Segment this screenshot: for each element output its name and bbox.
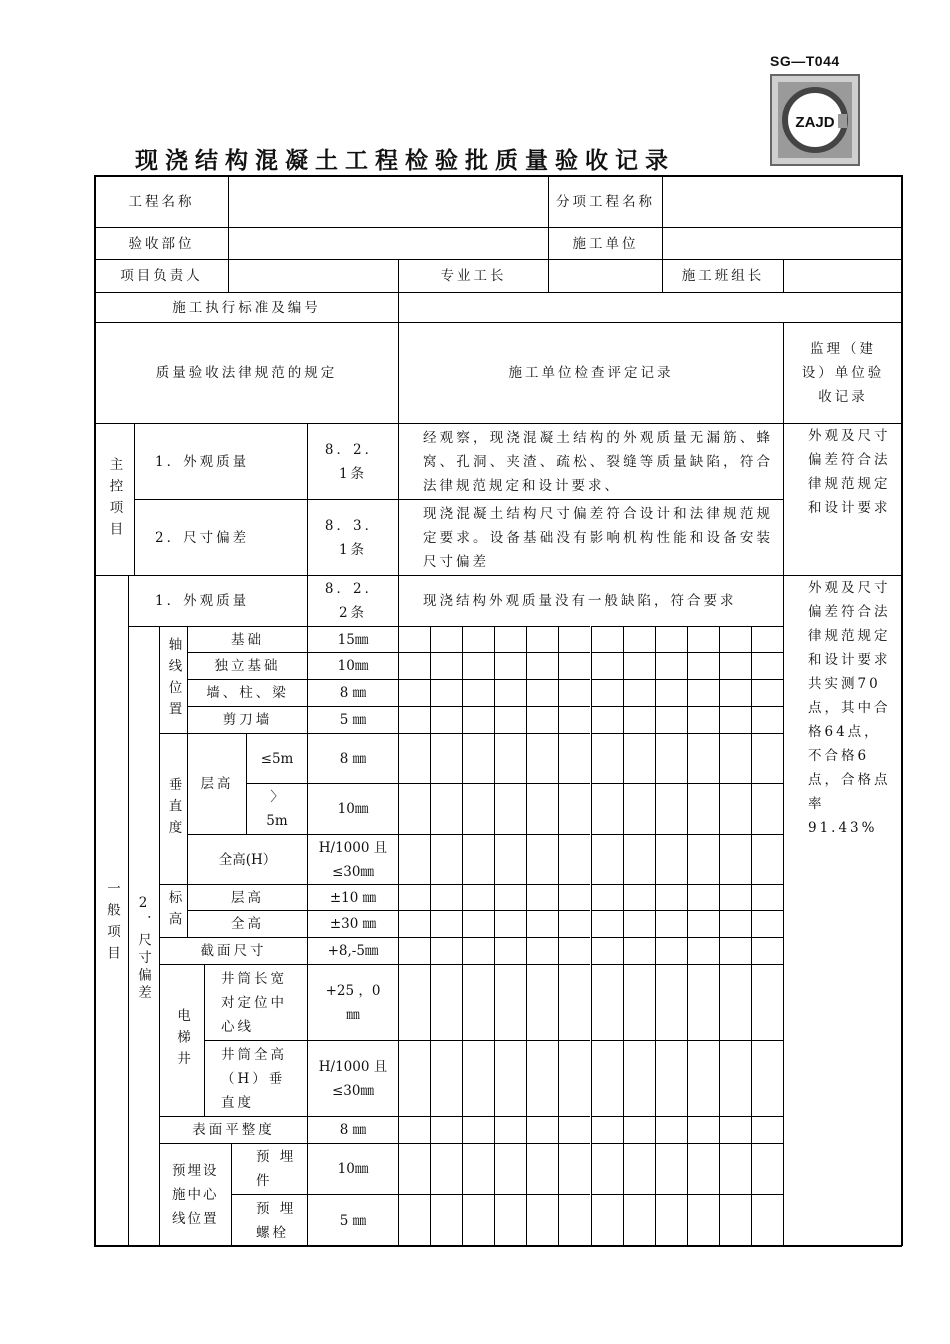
- project-name-label: 工程名称: [94, 175, 228, 227]
- measurement-cell[interactable]: [719, 884, 751, 910]
- measurement-cell[interactable]: [526, 834, 558, 884]
- vertical-row-2-name: 〉5m: [246, 783, 307, 834]
- measurement-cell[interactable]: [623, 964, 655, 1040]
- measurement-cell[interactable]: [623, 884, 655, 910]
- measurement-cell[interactable]: [430, 1194, 462, 1246]
- svg-text:ZAJD: ZAJD: [795, 114, 835, 131]
- measurement-cell[interactable]: [623, 783, 655, 834]
- elevator-row-1-name: 井筒长宽对定位中心线: [204, 964, 307, 1040]
- measurement-cell[interactable]: [655, 834, 687, 884]
- measurement-cell[interactable]: [462, 1116, 494, 1143]
- measurement-cell[interactable]: [655, 783, 687, 834]
- measurement-cell[interactable]: [494, 706, 526, 733]
- measurement-cell[interactable]: [398, 652, 430, 679]
- axis-row-4-name: 剪刀墙: [187, 706, 307, 733]
- measurement-cell[interactable]: [430, 652, 462, 679]
- inspection-part-field[interactable]: [228, 227, 548, 259]
- measurement-cell[interactable]: [558, 652, 590, 679]
- measurement-cell[interactable]: [751, 679, 783, 706]
- measurement-cell[interactable]: [526, 626, 558, 652]
- measurement-cell[interactable]: [687, 1116, 719, 1143]
- measurement-cell[interactable]: [751, 626, 783, 652]
- measurement-cell[interactable]: [719, 937, 751, 964]
- measurement-cell[interactable]: [558, 1116, 590, 1143]
- measurement-cell[interactable]: [623, 733, 655, 783]
- size-deviation-label: 2．尺寸偏差: [128, 626, 159, 1246]
- measurement-cell[interactable]: [398, 783, 430, 834]
- inspection-form: [94, 175, 902, 1246]
- team-leader-label: 施工班组长: [662, 259, 783, 292]
- measurement-cell[interactable]: [751, 834, 783, 884]
- measurement-cell[interactable]: [494, 937, 526, 964]
- measurement-cell[interactable]: [687, 733, 719, 783]
- measurement-cell[interactable]: [623, 1116, 655, 1143]
- measurement-cell[interactable]: [591, 1116, 623, 1143]
- measurement-cell[interactable]: [430, 910, 462, 937]
- measurement-cell[interactable]: [398, 1143, 430, 1194]
- embedded-row-1-name: 预 埋 件: [231, 1143, 307, 1194]
- main-supervisor-result: 外观及尺寸偏差符合法律规范规定和设计要求: [783, 423, 902, 575]
- measurement-cell[interactable]: [398, 626, 430, 652]
- measurement-cell[interactable]: [398, 706, 430, 733]
- foreman-field[interactable]: [548, 259, 662, 292]
- measurement-cell[interactable]: [687, 910, 719, 937]
- elevation-row-2-name: 全高: [187, 910, 307, 937]
- measurement-cell[interactable]: [462, 937, 494, 964]
- measurement-cell[interactable]: [623, 910, 655, 937]
- elevation-row-1-name: 层高: [187, 884, 307, 910]
- measurement-cell[interactable]: [751, 706, 783, 733]
- main-control-group: 主控项目: [94, 423, 134, 575]
- measurement-cell[interactable]: [655, 626, 687, 652]
- measurement-cell[interactable]: [751, 1143, 783, 1194]
- measurement-cell[interactable]: [719, 783, 751, 834]
- measurement-cell[interactable]: [591, 1143, 623, 1194]
- measurement-cell[interactable]: [526, 1194, 558, 1246]
- measurement-cell[interactable]: [719, 1116, 751, 1143]
- measurement-cell[interactable]: [494, 1143, 526, 1194]
- measurement-cell[interactable]: [462, 884, 494, 910]
- measurement-cell[interactable]: [751, 1194, 783, 1246]
- measurement-cell[interactable]: [719, 733, 751, 783]
- measurement-cell[interactable]: [494, 910, 526, 937]
- elevation-row-1-value: ±10 ㎜: [307, 884, 398, 910]
- measurement-cell[interactable]: [462, 679, 494, 706]
- measurement-cell[interactable]: [687, 679, 719, 706]
- measurement-cell[interactable]: [687, 626, 719, 652]
- standard-field[interactable]: [398, 292, 902, 322]
- measurement-cell[interactable]: [751, 1116, 783, 1143]
- measurement-cell[interactable]: [687, 1194, 719, 1246]
- team-leader-field[interactable]: [783, 259, 902, 292]
- section-size-name: 截面尺寸: [159, 937, 307, 964]
- measurement-cell[interactable]: [591, 733, 623, 783]
- measurement-cell[interactable]: [526, 884, 558, 910]
- measurement-cell[interactable]: [655, 910, 687, 937]
- measurement-cell[interactable]: [526, 937, 558, 964]
- measurement-cell[interactable]: [687, 834, 719, 884]
- measurement-cell[interactable]: [430, 964, 462, 1040]
- measurement-cell[interactable]: [430, 783, 462, 834]
- measurement-cell[interactable]: [430, 679, 462, 706]
- elevation-row-2-value: ±30 ㎜: [307, 910, 398, 937]
- measurement-cell[interactable]: [655, 1116, 687, 1143]
- measurement-cell[interactable]: [687, 884, 719, 910]
- measurement-cell[interactable]: [494, 884, 526, 910]
- measurement-cell[interactable]: [398, 834, 430, 884]
- measurement-cell[interactable]: [751, 1040, 783, 1116]
- measurement-cell[interactable]: [687, 937, 719, 964]
- measurement-cell[interactable]: [494, 652, 526, 679]
- measurement-cell[interactable]: [526, 910, 558, 937]
- measurement-cell[interactable]: [558, 834, 590, 884]
- measurement-cell[interactable]: [398, 1040, 430, 1116]
- measurement-cell[interactable]: [558, 1194, 590, 1246]
- measurement-cell[interactable]: [494, 1116, 526, 1143]
- measurement-cell[interactable]: [398, 937, 430, 964]
- measurement-cell[interactable]: [719, 1194, 751, 1246]
- general-item-1-clause: 8．2．2条: [307, 575, 398, 626]
- inspection-part-label: 验收部位: [94, 227, 228, 259]
- measurement-cell[interactable]: [623, 679, 655, 706]
- measurement-cell[interactable]: [591, 910, 623, 937]
- main-item-1-name: 1．外观质量: [134, 423, 307, 499]
- measurement-cell[interactable]: [494, 1194, 526, 1246]
- measurement-cell[interactable]: [558, 937, 590, 964]
- measurement-cell[interactable]: [687, 783, 719, 834]
- measurement-cell[interactable]: [751, 652, 783, 679]
- axis-row-3-name: 墙、柱、梁: [187, 679, 307, 706]
- measurement-cell[interactable]: [430, 626, 462, 652]
- measurement-cell[interactable]: [591, 652, 623, 679]
- measurement-cell[interactable]: [623, 1143, 655, 1194]
- measurement-cell[interactable]: [591, 884, 623, 910]
- measurement-cell[interactable]: [591, 937, 623, 964]
- vertical-row-1-value: 8 ㎜: [307, 733, 398, 783]
- measurement-cell[interactable]: [494, 834, 526, 884]
- measurement-cell[interactable]: [430, 884, 462, 910]
- embedded-label: 预埋设施中心线位置: [159, 1143, 231, 1246]
- elevator-row-2-name: 井筒全高（H）垂直度: [204, 1040, 307, 1116]
- flatness-name: 表面平整度: [159, 1116, 307, 1143]
- measurement-cell[interactable]: [398, 884, 430, 910]
- elevator-label: 电梯井: [159, 964, 204, 1116]
- measurement-cell[interactable]: [526, 1143, 558, 1194]
- measurement-cell[interactable]: [623, 1040, 655, 1116]
- measurement-cell[interactable]: [751, 964, 783, 1040]
- measurement-cell[interactable]: [591, 1194, 623, 1246]
- standard-label: 施工执行标准及编号: [94, 292, 398, 322]
- section-size-value: +8,-5㎜: [307, 937, 398, 964]
- measurement-cell[interactable]: [719, 706, 751, 733]
- measurement-cell[interactable]: [430, 1143, 462, 1194]
- axis-row-3-value: 8 ㎜: [307, 679, 398, 706]
- measurement-cell[interactable]: [719, 652, 751, 679]
- measurement-cell[interactable]: [558, 679, 590, 706]
- measurement-cell[interactable]: [398, 733, 430, 783]
- measurement-cell[interactable]: [558, 964, 590, 1040]
- measurement-cell[interactable]: [687, 652, 719, 679]
- measurement-cell[interactable]: [655, 1143, 687, 1194]
- measurement-cell[interactable]: [462, 1040, 494, 1116]
- measurement-cell[interactable]: [655, 964, 687, 1040]
- foreman-label: 专业工长: [398, 259, 548, 292]
- measurement-cell[interactable]: [430, 1040, 462, 1116]
- measurement-cell[interactable]: [526, 652, 558, 679]
- measurement-cell[interactable]: [462, 964, 494, 1040]
- measurement-cell[interactable]: [558, 1040, 590, 1116]
- measurement-cell[interactable]: [462, 783, 494, 834]
- full-height-value: H/1000 且≤30㎜: [307, 834, 398, 884]
- sub-project-field[interactable]: [662, 175, 902, 227]
- axis-row-2-name: 独立基础: [187, 652, 307, 679]
- axis-row-2-value: 10㎜: [307, 652, 398, 679]
- general-group: 一般项目: [94, 575, 128, 1246]
- measurement-cell[interactable]: [494, 964, 526, 1040]
- elevation-label: 标高: [159, 884, 187, 937]
- measurement-cell[interactable]: [558, 733, 590, 783]
- construction-unit-field[interactable]: [662, 227, 902, 259]
- measurement-cell[interactable]: [719, 626, 751, 652]
- measurement-cell[interactable]: [591, 1040, 623, 1116]
- measurement-cell[interactable]: [623, 706, 655, 733]
- project-name-field[interactable]: [228, 175, 548, 227]
- measurement-cell[interactable]: [526, 679, 558, 706]
- axis-row-4-value: 5 ㎜: [307, 706, 398, 733]
- embedded-row-2-value: 5 ㎜: [307, 1194, 398, 1246]
- measurement-cell[interactable]: [494, 1040, 526, 1116]
- full-height-name: 全高(H）: [187, 834, 307, 884]
- measurement-cell[interactable]: [526, 733, 558, 783]
- measurement-cell[interactable]: [623, 652, 655, 679]
- measurement-cell[interactable]: [719, 1040, 751, 1116]
- axis-row-1-name: 基础: [187, 626, 307, 652]
- measurement-cell[interactable]: [558, 706, 590, 733]
- floor-height-label: 层高: [187, 733, 246, 834]
- measurement-cell[interactable]: [655, 1040, 687, 1116]
- measurement-cell[interactable]: [655, 1194, 687, 1246]
- measurement-cell[interactable]: [687, 1143, 719, 1194]
- measurement-cell[interactable]: [655, 937, 687, 964]
- zajd-logo: [770, 74, 860, 166]
- project-manager-field[interactable]: [228, 259, 398, 292]
- main-item-1-clause: 8．2．1条: [307, 423, 398, 499]
- measurement-cell[interactable]: [623, 1194, 655, 1246]
- measurement-cell[interactable]: [751, 910, 783, 937]
- measurement-cell[interactable]: [591, 834, 623, 884]
- measurement-cell[interactable]: [494, 733, 526, 783]
- measurement-cell[interactable]: [719, 964, 751, 1040]
- project-manager-label: 项目负责人: [94, 259, 228, 292]
- measurement-cell[interactable]: [751, 937, 783, 964]
- measurement-cell[interactable]: [751, 783, 783, 834]
- measurement-cell[interactable]: [655, 652, 687, 679]
- flatness-value: 8 ㎜: [307, 1116, 398, 1143]
- elevator-row-1-value: +25 ，0 ㎜: [307, 964, 398, 1040]
- measurement-cell[interactable]: [687, 1040, 719, 1116]
- measurement-cell[interactable]: [398, 910, 430, 937]
- measurement-cell[interactable]: [655, 884, 687, 910]
- measurement-cell[interactable]: [398, 964, 430, 1040]
- general-supervisor-result: 外观及尺寸偏差符合法律规范规定和设计要求共实测70点，其中合格64点，不合格6点，合格点率91.43%: [783, 575, 902, 1246]
- axis-position-label: 轴线位置: [159, 626, 187, 733]
- measurement-cell[interactable]: [462, 652, 494, 679]
- measurement-cell[interactable]: [462, 1143, 494, 1194]
- main-item-2-record: 现浇混凝土结构尺寸偏差符合设计和法律规范规定要求。设备基础没有影响机构性能和设备安装尺寸偏差: [398, 499, 783, 575]
- measurement-cell[interactable]: [462, 733, 494, 783]
- page-title: 现浇结构混凝土工程检验批质量验收记录: [135, 148, 675, 174]
- measurement-cell[interactable]: [558, 884, 590, 910]
- measurement-cell[interactable]: [558, 1143, 590, 1194]
- measurement-cell[interactable]: [719, 910, 751, 937]
- sub-project-label: 分项工程名称: [548, 175, 662, 227]
- vertical-row-1-name: ≤5m: [246, 733, 307, 783]
- measurement-cell[interactable]: [462, 706, 494, 733]
- measurement-cell[interactable]: [751, 884, 783, 910]
- measurement-cell[interactable]: [398, 679, 430, 706]
- main-item-2-name: 2．尺寸偏差: [134, 499, 307, 575]
- measurement-cell[interactable]: [494, 626, 526, 652]
- measurement-cell[interactable]: [462, 626, 494, 652]
- measurement-cell[interactable]: [430, 834, 462, 884]
- measurement-cell[interactable]: [687, 706, 719, 733]
- measurement-cell[interactable]: [462, 910, 494, 937]
- measurement-cell[interactable]: [462, 1194, 494, 1246]
- measurement-cell[interactable]: [623, 834, 655, 884]
- measurement-cell[interactable]: [591, 626, 623, 652]
- supervisor-header: 监理（建设）单位验收记录: [783, 322, 902, 423]
- measurement-cell[interactable]: [430, 733, 462, 783]
- measurement-cell[interactable]: [430, 1116, 462, 1143]
- measurement-cell[interactable]: [591, 679, 623, 706]
- measurement-cell[interactable]: [655, 679, 687, 706]
- measurement-cell[interactable]: [591, 783, 623, 834]
- measurement-cell[interactable]: [526, 1116, 558, 1143]
- general-item-1-record: 现浇结构外观质量没有一般缺陷，符合要求: [398, 575, 783, 626]
- measurement-cell[interactable]: [719, 834, 751, 884]
- vertical-label: 垂直度: [159, 733, 187, 884]
- measurement-cell[interactable]: [591, 964, 623, 1040]
- embedded-row-1-value: 10㎜: [307, 1143, 398, 1194]
- measurement-cell[interactable]: [687, 964, 719, 1040]
- axis-row-1-value: 15㎜: [307, 626, 398, 652]
- general-item-1-name: 1．外观质量: [128, 575, 307, 626]
- measurement-cell[interactable]: [655, 733, 687, 783]
- measurement-cell[interactable]: [398, 1116, 430, 1143]
- measurement-cell[interactable]: [751, 733, 783, 783]
- form-code: SG—T044: [770, 53, 840, 69]
- measurement-cell[interactable]: [430, 706, 462, 733]
- measurement-cell[interactable]: [494, 679, 526, 706]
- elevator-row-2-value: H/1000 且≤30㎜: [307, 1040, 398, 1116]
- measurement-cell[interactable]: [558, 910, 590, 937]
- measurement-cell[interactable]: [623, 626, 655, 652]
- measurement-cell[interactable]: [526, 783, 558, 834]
- measurement-cell[interactable]: [462, 834, 494, 884]
- check-record-header: 施工单位检查评定记录: [398, 322, 783, 423]
- measurement-cell[interactable]: [494, 783, 526, 834]
- measurement-cell[interactable]: [719, 679, 751, 706]
- measurement-cell[interactable]: [591, 706, 623, 733]
- measurement-cell[interactable]: [526, 706, 558, 733]
- measurement-cell[interactable]: [558, 783, 590, 834]
- measurement-cell[interactable]: [398, 1194, 430, 1246]
- measurement-cell[interactable]: [655, 706, 687, 733]
- measurement-cell[interactable]: [558, 626, 590, 652]
- measurement-cell[interactable]: [430, 937, 462, 964]
- measurement-cell[interactable]: [719, 1143, 751, 1194]
- construction-unit-label: 施工单位: [548, 227, 662, 259]
- embedded-row-2-name: 预 埋 螺栓: [231, 1194, 307, 1246]
- main-item-2-clause: 8．3．1条: [307, 499, 398, 575]
- vertical-row-2-value: 10㎜: [307, 783, 398, 834]
- spec-rules-header: 质量验收法律规范的规定: [94, 322, 398, 423]
- measurement-cell[interactable]: [623, 937, 655, 964]
- measurement-cell[interactable]: [526, 1040, 558, 1116]
- main-item-1-record: 经观察，现浇混凝土结构的外观质量无漏筋、蜂窝、孔洞、夹渣、疏松、裂缝等质量缺陷，符合法律规范规定和设计要求、: [398, 423, 783, 499]
- measurement-cell[interactable]: [526, 964, 558, 1040]
